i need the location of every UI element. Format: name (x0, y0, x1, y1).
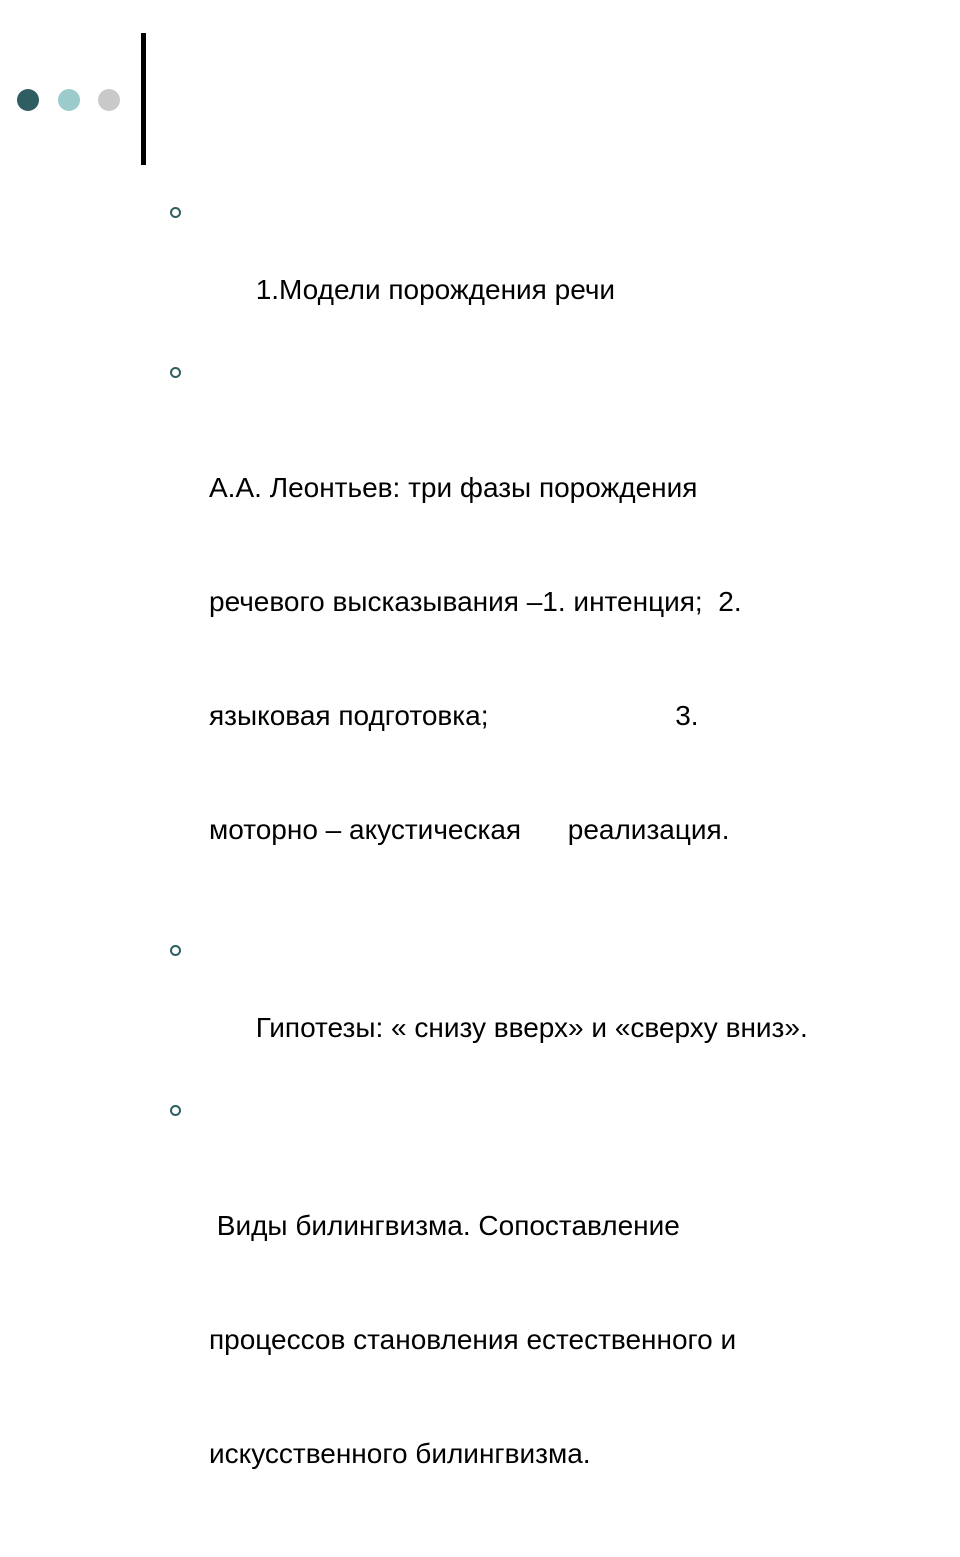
decor-dot-light-teal (58, 89, 80, 111)
bullet-text: 1.Модели порождения речи (255, 274, 616, 305)
bullet-text-line: моторно – акустическая реализация. (209, 814, 730, 845)
bullet-circle-icon (170, 945, 181, 956)
bullet-circle-icon (170, 1105, 181, 1116)
bullet-text: Гипотезы: « снизу вверх» и «сверху вниз». (255, 1012, 808, 1043)
decor-dot-dark-teal (17, 89, 39, 111)
bullet-text-line: процессов становления естественного и (209, 1324, 737, 1355)
bullet-text-line: Виды билингвизма. Сопоставление (209, 1210, 680, 1241)
decor-dot-gray (98, 89, 120, 111)
bullet-text-line: языковая подготовка; 3. (209, 700, 699, 731)
bullet-circle-icon (170, 367, 181, 378)
bullet-text-line: искусственного билингвизма. (209, 1438, 591, 1469)
list-item (170, 933, 870, 1085)
list-item (170, 195, 870, 347)
bullet-circle-icon (170, 207, 181, 218)
bullet-list (170, 195, 870, 1557)
list-item (170, 355, 870, 925)
bullet-text-line: речевого высказывания –1. интенция; 2. (209, 586, 742, 617)
decor-vertical-line (141, 33, 146, 165)
list-item (170, 1093, 870, 1549)
bullet-text-line: А.А. Леонтьев: три фазы порождения (209, 472, 698, 503)
